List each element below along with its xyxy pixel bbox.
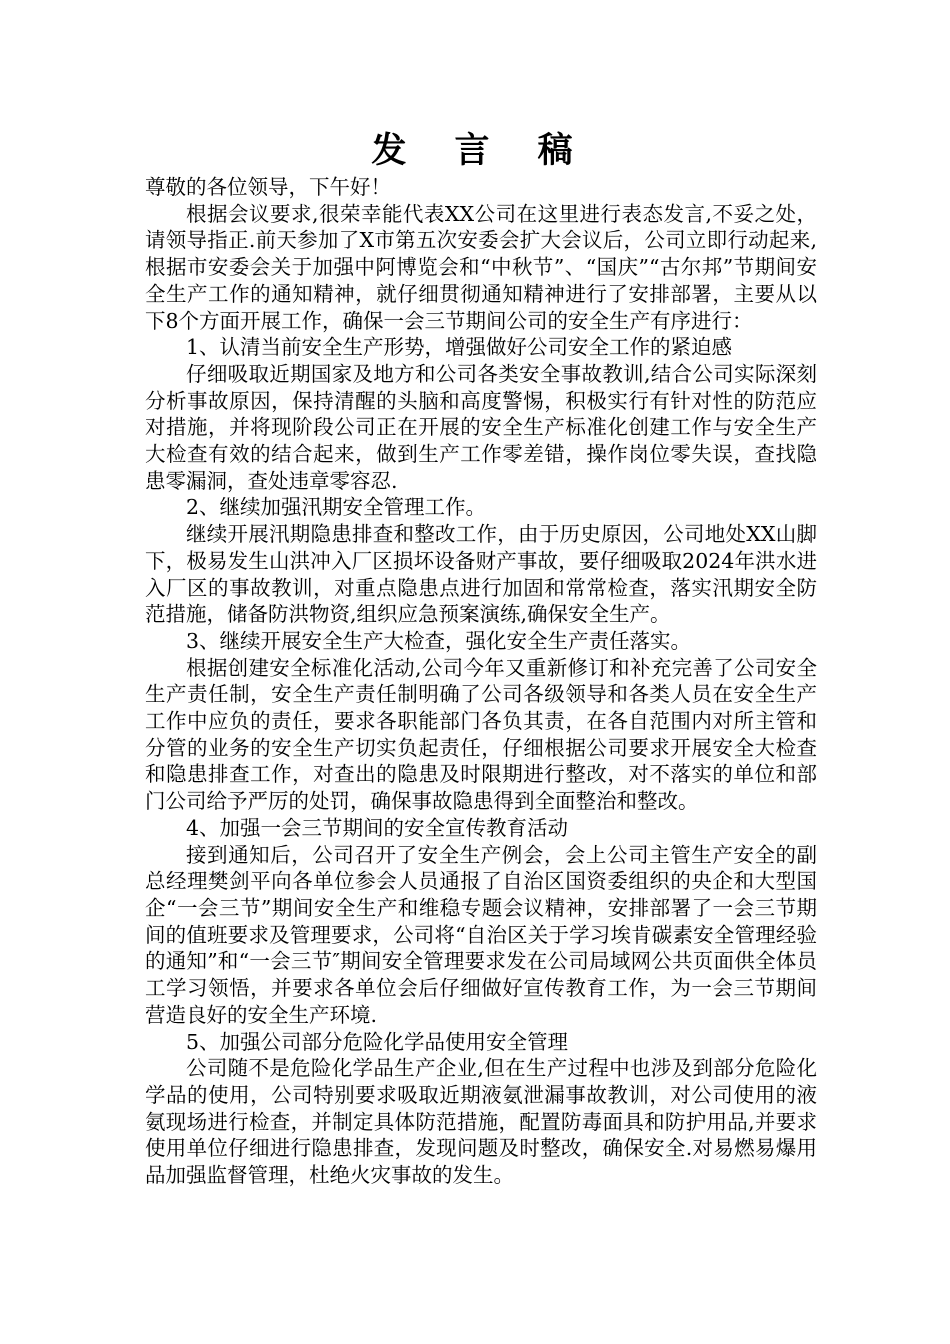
- section-body-4: 接到通知后，公司召开了安全生产例会，会上公司主管生产安全的副总经理樊剑平向各单位参会人员通报了自治区国资委组织的央企和大型国企“一会三节”期间安全生产和维稳专题会议精神，安排部署了一会三节期间的值班要求及管理要求，公司将“自治区关于学习埃肯碳素安全管理经验的通知”和“一会三节″期间安全管理要求发在公司局域网公共页面供全体员工学习领悟，并要求各单位会后仔细做好宣传教育工作，为一会三节期间营造良好的安全生产环境.: [145, 842, 817, 1027]
- section-body-2: 继续开展汛期隐患排查和整改工作，由于历史原因，公司地处XX山脚下，极易发生山洪冲入厂区损坏设备财产事故，要仔细吸取2024年洪水进入厂区的事故教训，对重点隐患点进行加固和常常检查，落实汛期安全防范措施，储备防洪物资,组织应急预案演练,确保安全生产。: [145, 522, 817, 627]
- section-body-3: 根据创建安全标准化活动,公司今年又重新修订和补充完善了公司安全生产责任制，安全生产责任制明确了公司各级领导和各类人员在安全生产工作中应负的责任，要求各职能部门各负其责，在各自范围内对所主管和分管的业务的安全生产切实负起责任，仔细根据公司要求开展安全大检查和隐患排查工作，对查出的隐患及时限期进行整改，对不落实的单位和部门公司给予严厉的处罚，确保事故隐患得到全面整治和整改。: [145, 655, 817, 814]
- document-title: 发 言 稿: [371, 130, 591, 171]
- section-body-1: 仔细吸取近期国家及地方和公司各类安全事故教训,结合公司实际深刻分析事故原因，保持清醒的头脑和高度警惕，积极实行有针对性的防范应对措施，并将现阶段公司正在开展的安全生产标准化创建工作与安全生产大检查有效的结合起来，做到生产工作零差错，操作岗位零失误，查找隐患零漏洞，查处违章零容忍.: [145, 361, 817, 493]
- section-heading-3: 3、继续开展安全生产大检查，强化安全生产责任落实。: [186, 628, 692, 653]
- document-page: [145, 128, 817, 1189]
- salutation: 尊敬的各位领导，下午好！: [145, 175, 391, 199]
- section-body-5: 公司随不是危险化学品生产企业,但在生产过程中也涉及到部分危险化学品的使用，公司特别要求吸取近期液氨泄漏事故教训，对公司使用的液氨现场进行检查，并制定具体防范措施，配置防毒面具和防护用品,并要求使用单位仔细进行隐患排查，发现问题及时整改，确保安全.对易燃易爆用品加强监督管理，杜绝火灾事故的发生。: [145, 1056, 817, 1188]
- section-heading-2: 2、继续加强汛期安全管理工作。: [186, 495, 487, 520]
- intro-paragraph: 根据会议要求,很荣幸能代表XX公司在这里进行表态发言,不妥之处，请领导指正.前天参加了X市第五次安委会扩大会议后，公司立即行动起来,根据市安委会关于加强中阿博览会和“中秋节”、“国庆”“古尔邦”节期间安全生产工作的通知精神，就仔细贯彻通知精神进行了安排部署，主要从以下8个方面开展工作，确保一会三节期间公司的安全生产有序进行：: [145, 201, 817, 333]
- section-heading-4: 4、加强一会三节期间的安全宣传教育活动: [186, 815, 569, 840]
- section-heading-1: 1、认清当前安全生产形势，增强做好公司安全工作的紧迫感: [186, 335, 733, 360]
- section-heading-5: 5、加强公司部分危险化学品使用安全管理: [186, 1029, 569, 1054]
